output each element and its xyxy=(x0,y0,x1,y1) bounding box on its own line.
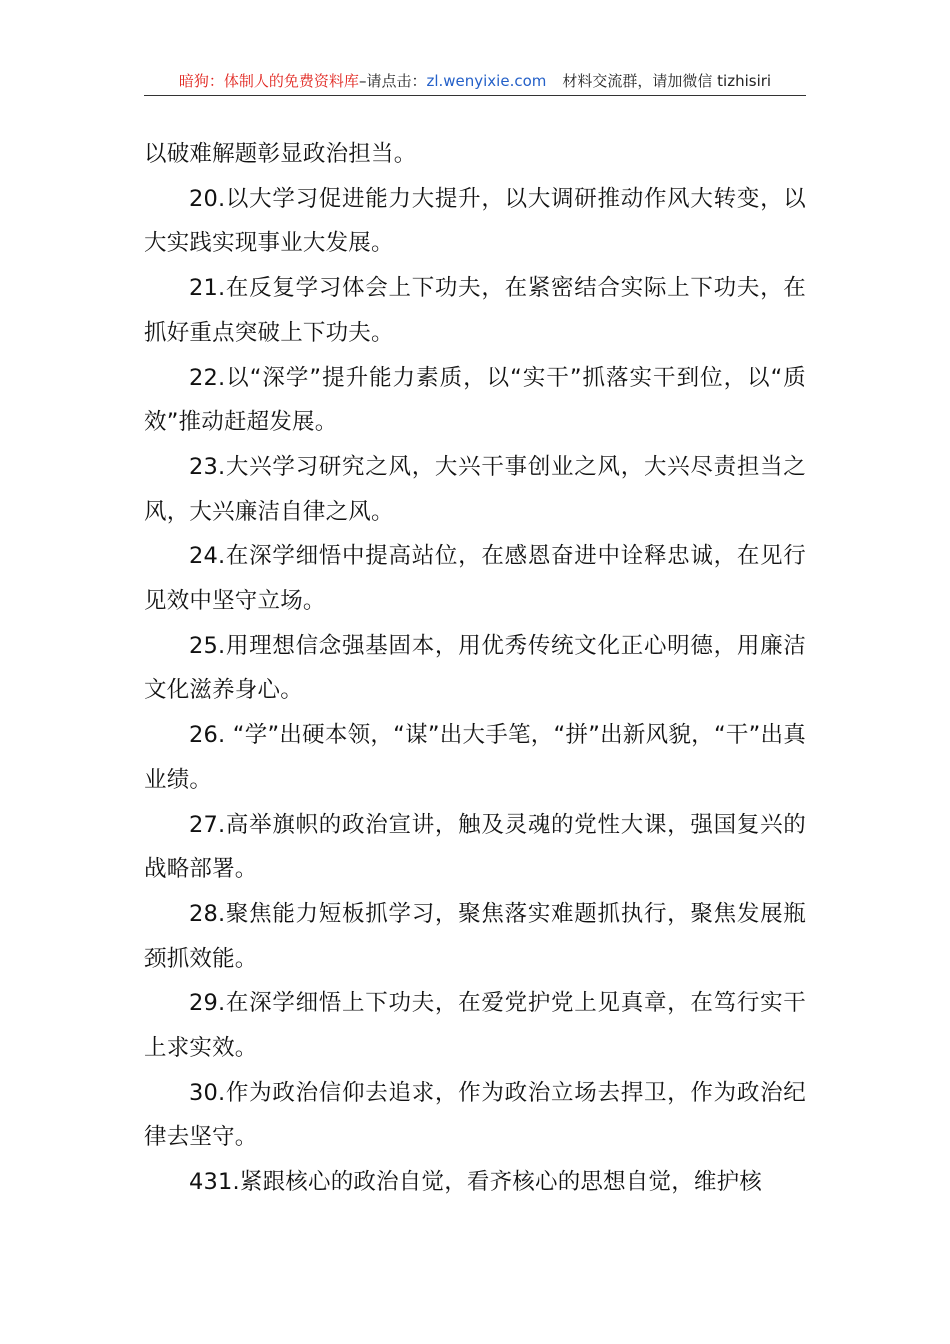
paragraph: 431.紧跟核心的政治自觉，看齐核心的思想自觉，维护核 xyxy=(189,1169,762,1196)
paragraph: 25.用理想信念强基固本，用优秀传统文化正心明德，用廉洁文化滋养身心。 xyxy=(144,632,806,704)
paragraph: 23.大兴学习研究之风，大兴干事创业之风，大兴尽责担当之风，大兴廉洁自律之风。 xyxy=(144,453,806,525)
header-divider xyxy=(144,95,806,96)
header-link[interactable]: zl.wenyixie.com xyxy=(426,72,547,90)
paragraph: 30.作为政治信仰去追求，作为政治立场去捍卫，作为政治纪律去坚守。 xyxy=(144,1079,806,1151)
paragraph: 以破难解题彰显政治担当。 xyxy=(144,141,417,167)
header-site-name: 暗狗：体制人的免费资料库 xyxy=(178,72,359,90)
paragraph: 20.以大学习促进能力大提升，以大调研推动作风大转变，以大实践实现事业大发展。 xyxy=(144,185,806,257)
paragraph: 22.以“深学”提升能力素质，以“实干”抓落实干到位，以“质效”推动赶超发展。 xyxy=(144,364,806,436)
document-body xyxy=(144,132,806,1205)
paragraph: 27.高举旗帜的政治宣讲，触及灵魂的党性大课，强国复兴的战略部署。 xyxy=(144,811,806,883)
paragraph: 24.在深学细悟中提高站位，在感恩奋进中诠释忠诚，在见行见效中坚守立场。 xyxy=(144,543,806,615)
paragraph: 21.在反复学习体会上下功夫，在紧密结合实际上下功夫，在抓好重点突破上下功夫。 xyxy=(144,275,806,346)
paragraph: 26. “学”出硬本领，“谋”出大手笔，“拼”出新风貌，“干”出真业绩。 xyxy=(144,722,806,793)
paragraph: 28.聚焦能力短板抓学习，聚焦落实难题抓执行，聚焦发展瓶颈抓效能。 xyxy=(144,900,806,972)
paragraph: 29.在深学细悟上下功夫，在爱党护党上见真章，在笃行实干上求实效。 xyxy=(144,990,806,1062)
page-header xyxy=(144,70,806,92)
header-prompt: –请点击： xyxy=(358,72,427,90)
header-group-note: 材料交流群，请加微信 tizhisiri xyxy=(562,72,772,90)
